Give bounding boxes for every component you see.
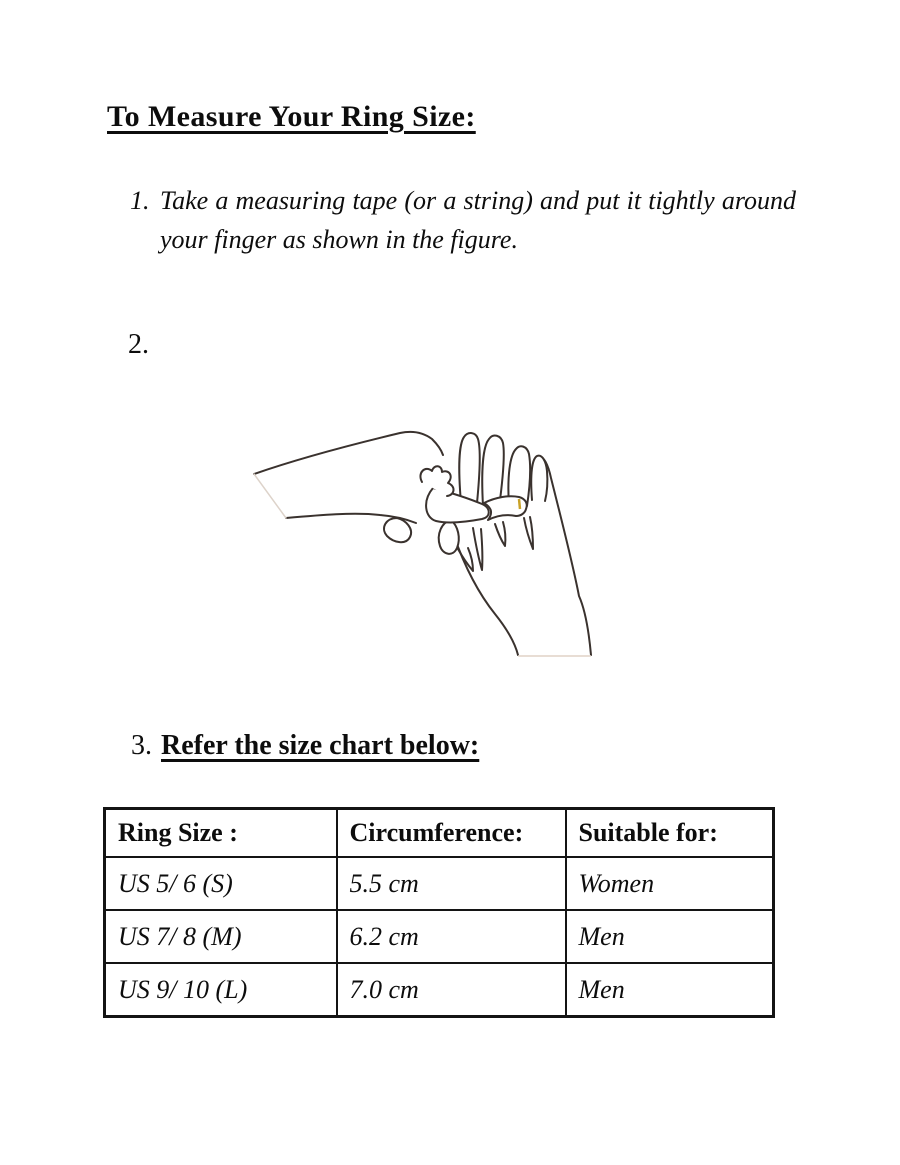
step-3-number: 3. [131, 730, 152, 761]
pinch-thumb-b [439, 520, 459, 554]
table-cell: Women [566, 857, 774, 910]
header-cell-suitable-for: Suitable for: [566, 809, 774, 858]
size-chart-table [103, 807, 775, 1018]
table-cell: US 9/ 10 (L) [105, 963, 337, 1017]
header-cell-circumference: Circumference: [337, 809, 566, 858]
table-row [105, 963, 774, 1017]
ring-tape-mark [519, 499, 520, 509]
header-cell-ring-size: Ring Size : [105, 809, 337, 858]
step-1-text: Take a measuring tape (or a string) and put it tightly around your finger as shown in the figure. [160, 186, 796, 254]
step-1 [130, 181, 798, 259]
step-2-number: 2. [128, 329, 149, 360]
table-cell: US 7/ 8 (M) [105, 910, 337, 963]
step-3 [131, 730, 479, 762]
table-cell: 7.0 cm [337, 963, 566, 1017]
table-cell: US 5/ 6 (S) [105, 857, 337, 910]
pinch-index-finger [426, 488, 489, 522]
table-cell: Men [566, 910, 774, 963]
step-3-heading: Refer the size chart below: [161, 730, 480, 761]
step-1-number: 1. [130, 186, 150, 215]
table-row [105, 857, 774, 910]
table-header-row [105, 809, 774, 858]
table-row [105, 910, 774, 963]
table-cell: Men [566, 963, 774, 1017]
hand-measurement-figure [230, 408, 650, 680]
finger-4 [531, 456, 547, 501]
pinch-thumb-a [384, 518, 411, 542]
figure-lines [254, 432, 591, 656]
page-title: To Measure Your Ring Size: [107, 100, 476, 133]
table-cell: 5.5 cm [337, 857, 566, 910]
table-cell: 6.2 cm [337, 910, 566, 963]
finger-1 [459, 433, 479, 503]
